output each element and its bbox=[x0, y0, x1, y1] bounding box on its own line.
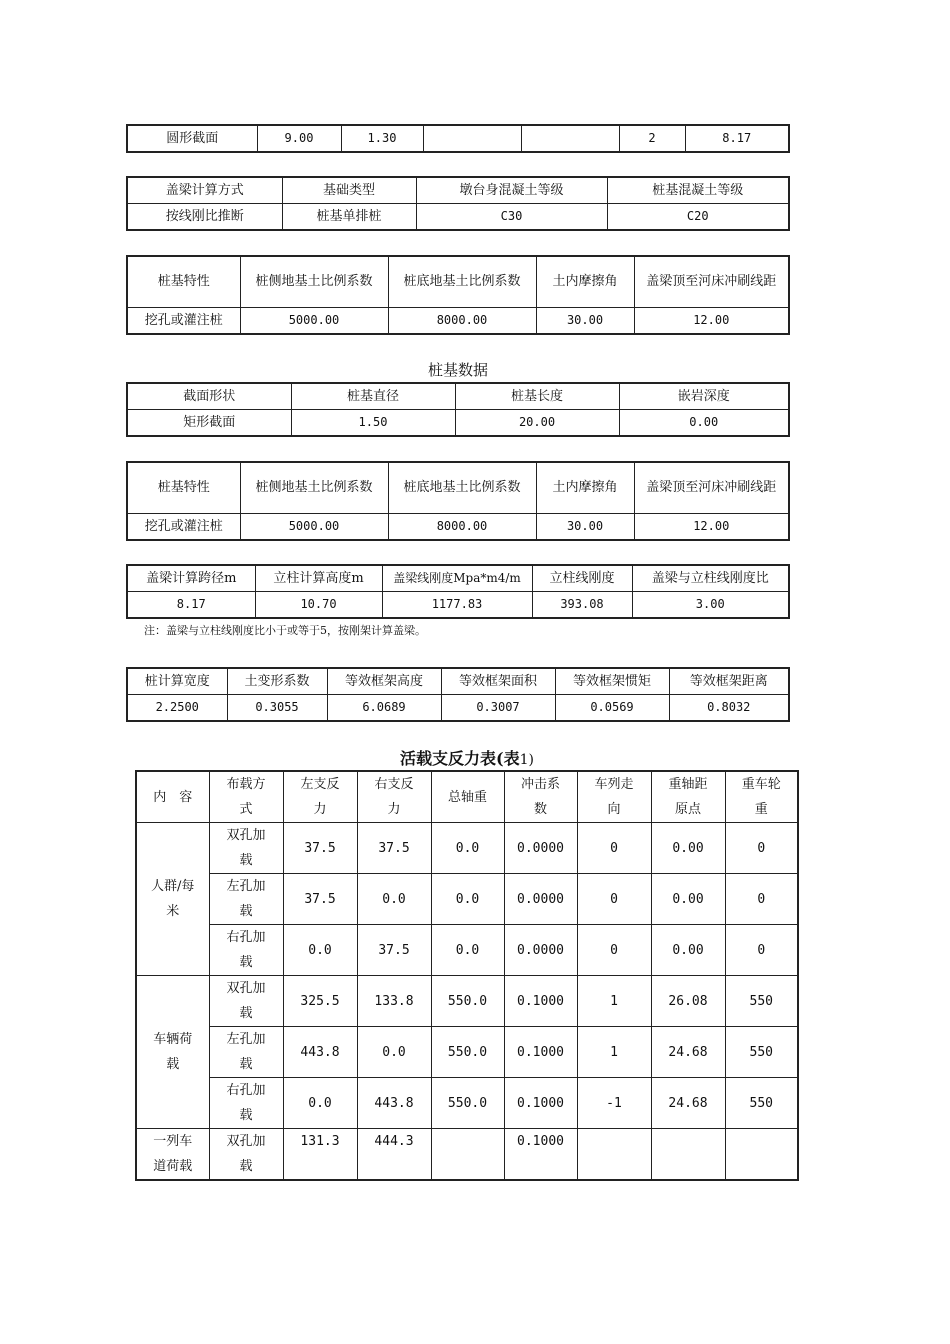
stiffness-table bbox=[126, 564, 790, 619]
table-cell: 0.00 bbox=[619, 410, 789, 437]
table-cell: 右孔加载 bbox=[209, 1078, 283, 1129]
live-load-table bbox=[135, 770, 799, 1181]
table-cell: 0.0 bbox=[283, 1078, 357, 1129]
table-cell: 1.50 bbox=[291, 410, 455, 437]
table-row bbox=[127, 410, 789, 437]
table-cell bbox=[577, 1129, 651, 1181]
column-header: 土内摩擦角 bbox=[536, 256, 634, 307]
table-cell: 双孔加载 bbox=[209, 823, 283, 874]
table-cell: 444.3 bbox=[357, 1129, 431, 1181]
column-header: 桩侧地基土比例系数 bbox=[240, 462, 388, 513]
table-cell: 12.00 bbox=[634, 513, 789, 540]
table-cell: 24.68 bbox=[651, 1078, 725, 1129]
table-cell bbox=[521, 125, 619, 152]
table-cell: 0.3055 bbox=[227, 695, 327, 722]
table-row bbox=[136, 1078, 798, 1129]
table-cell: 20.00 bbox=[455, 410, 619, 437]
pile-data-title: 桩基数据 bbox=[427, 361, 488, 379]
table-cell: 0 bbox=[725, 823, 798, 874]
table-cell: 0.0 bbox=[357, 874, 431, 925]
table-cell: 30.00 bbox=[536, 307, 634, 334]
table-cell bbox=[431, 1129, 504, 1181]
table-cell: 550.0 bbox=[431, 976, 504, 1027]
table-row bbox=[127, 307, 789, 334]
table-cell: 0.1000 bbox=[504, 1078, 577, 1129]
table-header-row bbox=[136, 771, 798, 823]
table-cell: 0.1000 bbox=[504, 976, 577, 1027]
column-header: 桩计算宽度 bbox=[127, 668, 227, 695]
column-header: 土内摩擦角 bbox=[536, 462, 634, 513]
table-cell: 10.70 bbox=[255, 592, 382, 619]
table-cell: 0.0 bbox=[431, 925, 504, 976]
table-cell: 圆形截面 bbox=[127, 125, 257, 152]
table-cell bbox=[423, 125, 521, 152]
column-header: 基础类型 bbox=[282, 177, 416, 204]
column-header: 桩基长度 bbox=[455, 383, 619, 410]
column-header: 立柱计算高度m bbox=[255, 565, 382, 592]
table-row bbox=[136, 976, 798, 1027]
table-cell: 2 bbox=[619, 125, 685, 152]
live-load-title bbox=[135, 746, 799, 769]
column-header: 盖梁线刚度Mpa*m4/m bbox=[382, 565, 532, 592]
table-cell: 桩基单排桩 bbox=[282, 204, 416, 231]
column-header: 立柱线刚度 bbox=[532, 565, 632, 592]
column-header: 总轴重 bbox=[431, 771, 504, 823]
column-header: 桩基特性 bbox=[127, 256, 240, 307]
table-cell: 12.00 bbox=[634, 307, 789, 334]
column-header: 桩底地基土比例系数 bbox=[388, 462, 536, 513]
table-cell: 550 bbox=[725, 1078, 798, 1129]
table-header-row bbox=[127, 177, 789, 204]
table-row bbox=[136, 874, 798, 925]
table-cell: 0.0 bbox=[283, 925, 357, 976]
column-header: 车列走向 bbox=[577, 771, 651, 823]
table-cell: 0.00 bbox=[651, 925, 725, 976]
table-cell: 37.5 bbox=[357, 823, 431, 874]
table-cell: 37.5 bbox=[283, 874, 357, 925]
table-row bbox=[136, 1129, 798, 1181]
column-header: 盖梁计算跨径m bbox=[127, 565, 255, 592]
table-cell: 1 bbox=[577, 976, 651, 1027]
table-cell: 8000.00 bbox=[388, 513, 536, 540]
table-cell: 5000.00 bbox=[240, 513, 388, 540]
table-row bbox=[127, 513, 789, 540]
column-header: 桩基混凝土等级 bbox=[607, 177, 789, 204]
column-header: 布载方式 bbox=[209, 771, 283, 823]
table-cell: 0.0 bbox=[357, 1027, 431, 1078]
table-cell: 8.17 bbox=[685, 125, 789, 152]
table-row bbox=[136, 1027, 798, 1078]
table-cell: 6.0689 bbox=[327, 695, 441, 722]
circular-section-table bbox=[126, 124, 790, 153]
table-cell: C30 bbox=[416, 204, 607, 231]
row-group-label: 一列车道荷载 bbox=[136, 1129, 209, 1181]
table-cell: 0.0 bbox=[431, 823, 504, 874]
live-load-table-body bbox=[136, 771, 798, 1180]
column-header: 盖梁计算方式 bbox=[127, 177, 282, 204]
table-cell: 0.0000 bbox=[504, 823, 577, 874]
table-row bbox=[136, 823, 798, 874]
column-header: 截面形状 bbox=[127, 383, 291, 410]
table-cell: 8000.00 bbox=[388, 307, 536, 334]
table-cell: 0.1000 bbox=[504, 1027, 577, 1078]
table-cell: 24.68 bbox=[651, 1027, 725, 1078]
table-cell: 0 bbox=[577, 925, 651, 976]
table-cell: 3.00 bbox=[632, 592, 789, 619]
table-cell: 30.00 bbox=[536, 513, 634, 540]
calc-method-table bbox=[126, 176, 790, 231]
column-header: 桩基特性 bbox=[127, 462, 240, 513]
table-cell: 26.08 bbox=[651, 976, 725, 1027]
table-cell: 按线刚比推断 bbox=[127, 204, 282, 231]
equivalent-frame-table bbox=[126, 667, 790, 722]
table-cell bbox=[725, 1129, 798, 1181]
column-header: 盖梁顶至河床冲刷线距 bbox=[634, 462, 789, 513]
column-header: 盖梁顶至河床冲刷线距 bbox=[634, 256, 789, 307]
column-header: 土变形系数 bbox=[227, 668, 327, 695]
column-header: 桩基直径 bbox=[291, 383, 455, 410]
table-cell: 325.5 bbox=[283, 976, 357, 1027]
column-header: 重车轮重 bbox=[725, 771, 798, 823]
table-header-row bbox=[127, 565, 789, 592]
column-header: 桩底地基土比例系数 bbox=[388, 256, 536, 307]
table-cell: 443.8 bbox=[357, 1078, 431, 1129]
table-cell: 右孔加载 bbox=[209, 925, 283, 976]
table-cell: 550 bbox=[725, 976, 798, 1027]
table-cell: 1177.83 bbox=[382, 592, 532, 619]
table-cell: 0.8032 bbox=[669, 695, 789, 722]
table-cell bbox=[651, 1129, 725, 1181]
table-row bbox=[127, 204, 789, 231]
column-header: 等效框架高度 bbox=[327, 668, 441, 695]
column-header: 等效框架面积 bbox=[441, 668, 555, 695]
column-header: 桩侧地基土比例系数 bbox=[240, 256, 388, 307]
table-row bbox=[127, 125, 789, 152]
table-cell: 8.17 bbox=[127, 592, 255, 619]
table-cell: 0 bbox=[725, 925, 798, 976]
column-header: 盖梁与立柱线刚度比 bbox=[632, 565, 789, 592]
table-cell: 0 bbox=[577, 823, 651, 874]
table-cell: 0.0000 bbox=[504, 874, 577, 925]
column-header: 重轴距原点 bbox=[651, 771, 725, 823]
column-header: 右支反力 bbox=[357, 771, 431, 823]
table-cell: 550 bbox=[725, 1027, 798, 1078]
pile-data-table bbox=[126, 382, 790, 437]
table-cell: 左孔加载 bbox=[209, 874, 283, 925]
table-cell: 131.3 bbox=[283, 1129, 357, 1181]
column-header: 内 容 bbox=[136, 771, 209, 823]
table-cell: 双孔加载 bbox=[209, 976, 283, 1027]
table-cell: 0.3007 bbox=[441, 695, 555, 722]
table-cell: 1 bbox=[577, 1027, 651, 1078]
table-cell: 0.00 bbox=[651, 874, 725, 925]
table-cell: 0.0569 bbox=[555, 695, 669, 722]
table-cell: 133.8 bbox=[357, 976, 431, 1027]
table-cell: 5000.00 bbox=[240, 307, 388, 334]
table-cell: 0.1000 bbox=[504, 1129, 577, 1181]
table-cell: 0 bbox=[577, 874, 651, 925]
table-cell: 左孔加载 bbox=[209, 1027, 283, 1078]
table-cell: 9.00 bbox=[257, 125, 341, 152]
table-cell: 393.08 bbox=[532, 592, 632, 619]
table-cell: -1 bbox=[577, 1078, 651, 1129]
table-cell: C20 bbox=[607, 204, 789, 231]
table-cell: 1.30 bbox=[341, 125, 423, 152]
table-cell: 0 bbox=[725, 874, 798, 925]
pile-properties-table bbox=[126, 255, 790, 335]
table-cell: 挖孔或灌注桩 bbox=[127, 513, 240, 540]
column-header: 墩台身混凝土等级 bbox=[416, 177, 607, 204]
pile-properties-table-2 bbox=[126, 461, 790, 541]
table-cell: 挖孔或灌注桩 bbox=[127, 307, 240, 334]
live-load-title-text: 活载支反力表(表 bbox=[400, 749, 520, 768]
live-load-title-number: 1) bbox=[519, 752, 534, 768]
table-cell: 矩形截面 bbox=[127, 410, 291, 437]
table-cell: 443.8 bbox=[283, 1027, 357, 1078]
column-header: 左支反力 bbox=[283, 771, 357, 823]
table-header-row bbox=[127, 256, 789, 307]
column-header: 等效框架惯矩 bbox=[555, 668, 669, 695]
row-group-label: 人群/每米 bbox=[136, 823, 209, 976]
table-cell: 550.0 bbox=[431, 1027, 504, 1078]
row-group-label: 车辆荷载 bbox=[136, 976, 209, 1129]
table-header-row bbox=[127, 383, 789, 410]
table-cell: 37.5 bbox=[357, 925, 431, 976]
table-cell: 550.0 bbox=[431, 1078, 504, 1129]
table-row bbox=[127, 695, 789, 722]
table-header-row bbox=[127, 462, 789, 513]
table-row bbox=[127, 592, 789, 619]
table-cell: 2.2500 bbox=[127, 695, 227, 722]
stiffness-note: 注：盖梁与立柱线刚度比小于或等于5，按刚架计算盖梁。 bbox=[144, 624, 426, 637]
table-cell: 0.00 bbox=[651, 823, 725, 874]
table-cell: 0.0 bbox=[431, 874, 504, 925]
column-header: 冲击系数 bbox=[504, 771, 577, 823]
column-header: 等效框架距离 bbox=[669, 668, 789, 695]
column-header: 嵌岩深度 bbox=[619, 383, 789, 410]
table-cell: 37.5 bbox=[283, 823, 357, 874]
table-row bbox=[136, 925, 798, 976]
table-cell: 0.0000 bbox=[504, 925, 577, 976]
table-header-row bbox=[127, 668, 789, 695]
table-cell: 双孔加载 bbox=[209, 1129, 283, 1181]
